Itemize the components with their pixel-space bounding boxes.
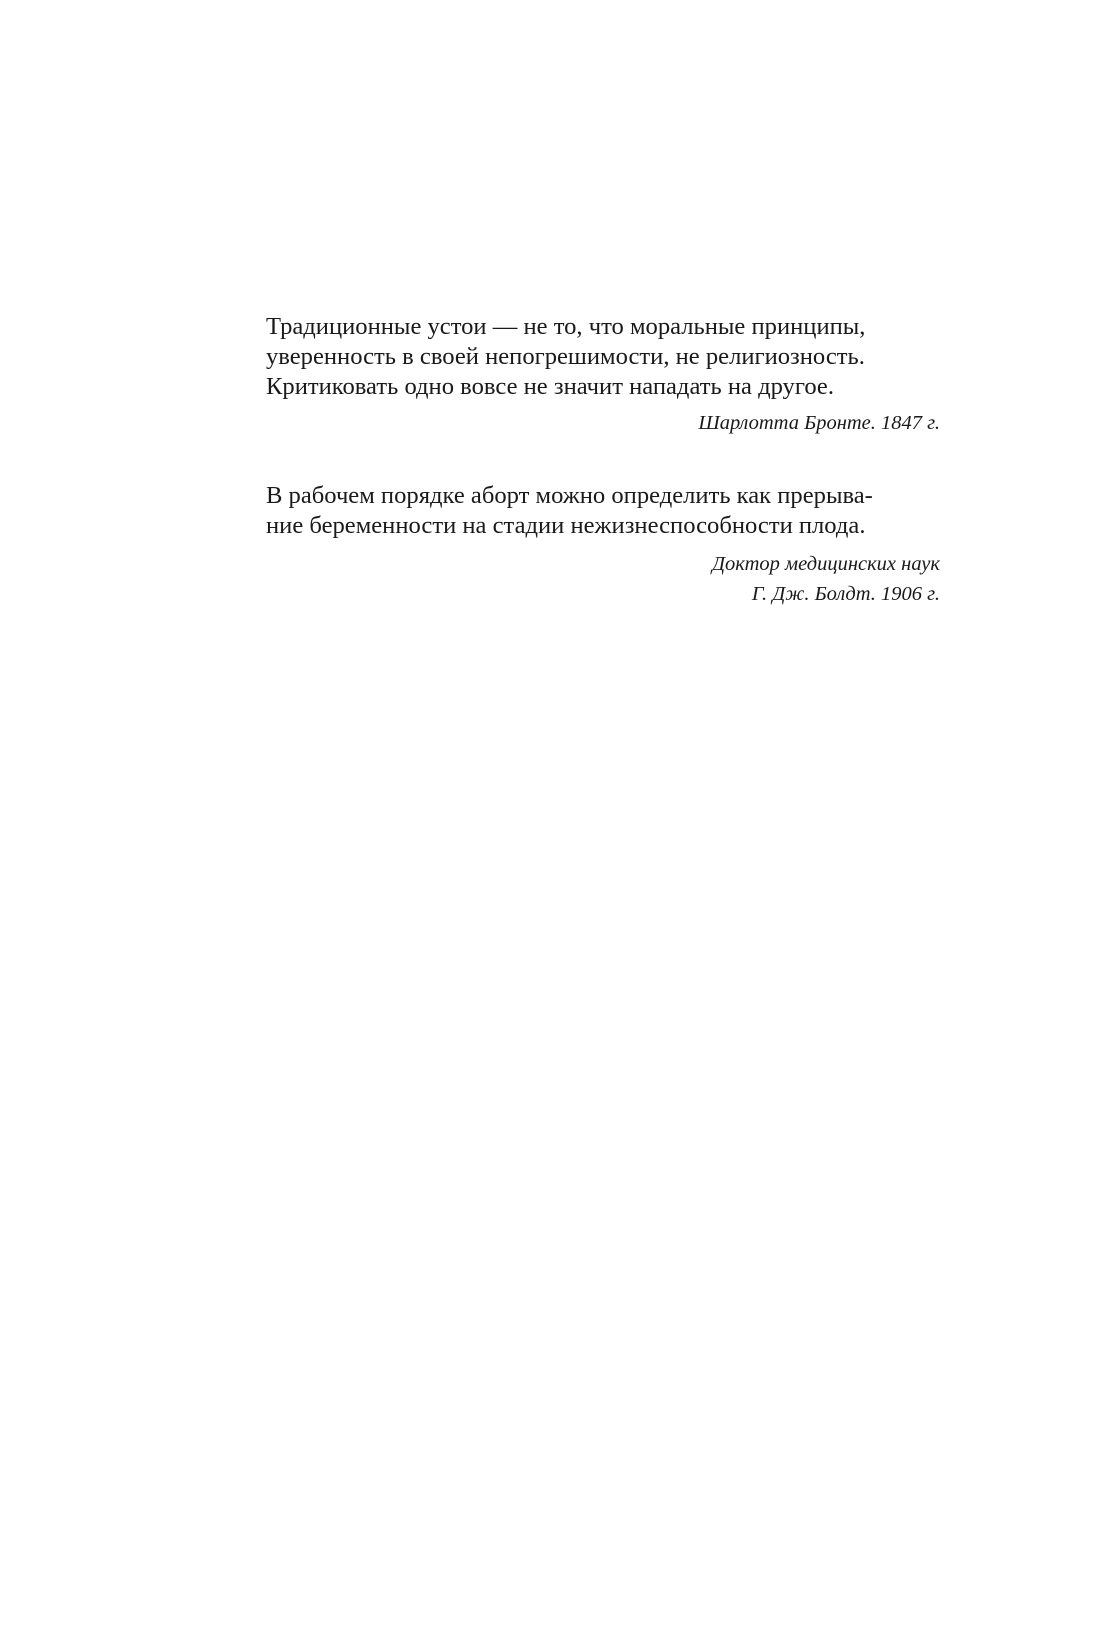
quote-line: ние беременности на стадии нежизнеспособности плода. — [266, 512, 866, 539]
epigraph-boldt — [266, 481, 946, 609]
attribution-line: Г. Дж. Болдт. 1906 г. — [751, 583, 940, 605]
quote-line: Традиционные устои — не то, что моральные принципы, — [266, 313, 866, 340]
epigraphs-block — [266, 312, 946, 609]
quote-line: уверенность в своей непогрешимости, не религиозность. — [266, 343, 865, 370]
quote-line: В рабочем порядке аборт можно определить как прерыва- — [266, 482, 873, 509]
quote-line: Критиковать одно вовсе не значит нападать на другое. — [266, 373, 834, 400]
attribution-line: Доктор медицинских наук — [711, 553, 940, 575]
epigraph-quote — [266, 312, 946, 402]
epigraph-attribution — [266, 408, 946, 438]
epigraph-bronte — [266, 312, 946, 438]
epigraph-attribution — [266, 549, 946, 609]
attribution-line: Шарлотта Бронте. 1847 г. — [698, 412, 940, 434]
epigraph-quote — [266, 481, 946, 541]
